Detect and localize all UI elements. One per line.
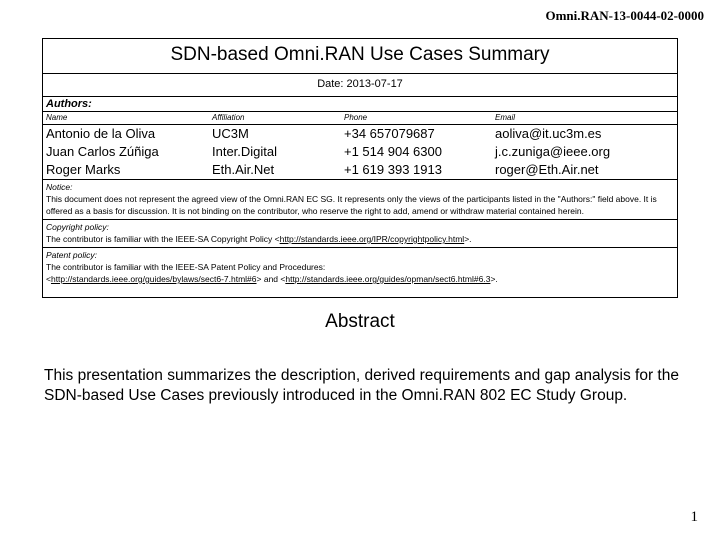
document-date: Date: 2013-07-17: [43, 74, 677, 97]
document-number: Omni.RAN-13-0044-02-0000: [545, 8, 704, 23]
author-name: Roger Marks: [46, 162, 121, 177]
authors-table: [43, 112, 677, 180]
author-phone: +1 514 904 6300: [344, 144, 442, 159]
document-title: SDN-based Omni.RAN Use Cases Summary: [43, 39, 677, 74]
author-email: j.c.zuniga@ieee.org: [495, 144, 611, 159]
abstract-heading: Abstract: [325, 311, 395, 332]
copyright-policy-link[interactable]: http://standards.ieee.org/IPR/copyrightpolicy.html: [279, 234, 465, 244]
patent-close: >.: [490, 274, 498, 284]
author-phone: +34 657079687: [344, 126, 435, 141]
copyright-text-before: The contributor is familiar with the IEEE-SA Copyright Policy <: [46, 234, 280, 244]
author-affiliation: Inter.Digital: [212, 144, 278, 159]
column-header-affiliation: Affiliation: [209, 112, 341, 125]
column-header-phone: Phone: [341, 112, 492, 125]
author-phone: +1 619 393 1913: [344, 162, 442, 177]
patent-box: [43, 248, 677, 287]
patent-mid: > and <: [256, 274, 286, 284]
patent-open: <: [46, 274, 51, 284]
patent-text-line1: The contributor is familiar with the IEEE-SA Patent Policy and Procedures:: [46, 262, 326, 272]
patent-opman-link[interactable]: http://standards.ieee.org/guides/opman/sect6.html#6.3: [285, 274, 491, 284]
copyright-label: Copyright policy:: [46, 222, 109, 232]
author-row: [43, 143, 677, 161]
copyright-text: [46, 233, 674, 245]
author-name: Antonio de la Oliva: [46, 126, 156, 141]
notice-label: Notice:: [46, 182, 73, 192]
patent-label: Patent policy:: [46, 250, 98, 260]
author-email: roger@Eth.Air.net: [495, 162, 599, 177]
column-header-name: Name: [43, 112, 209, 125]
column-header-email: Email: [492, 112, 677, 125]
patent-bylaws-link[interactable]: http://standards.ieee.org/guides/bylaws/sect6-7.html#6: [50, 274, 257, 284]
author-row: [43, 161, 677, 179]
copyright-text-after: >.: [464, 234, 472, 244]
notice-text: This document does not represent the agreed view of the Omni.RAN EC SG. It represents only the views of the participants listed in the "Authors:" field above. It is offered as a basis for discussion. It is not binding on the contributor, who reserve the right to add, amend or withdraw material contained herein.: [46, 194, 657, 216]
copyright-box: [43, 220, 677, 248]
abstract-body: This presentation summarizes the description, derived requirements and gap analysis for the SDN-based Use Cases previously introduced in the Omni.RAN 802 EC Study Group.: [44, 367, 679, 404]
page-number: 1: [690, 509, 698, 525]
cover-sheet: [42, 38, 678, 298]
patent-text-line2: [46, 273, 674, 285]
author-email: aoliva@it.uc3m.es: [495, 126, 602, 141]
author-affiliation: Eth.Air.Net: [212, 162, 275, 177]
author-affiliation: UC3M: [212, 126, 249, 141]
author-row: [43, 125, 677, 144]
notice-box: [43, 180, 677, 220]
authors-label: Authors:: [43, 97, 677, 112]
author-name: Juan Carlos Zúñiga: [46, 144, 159, 159]
